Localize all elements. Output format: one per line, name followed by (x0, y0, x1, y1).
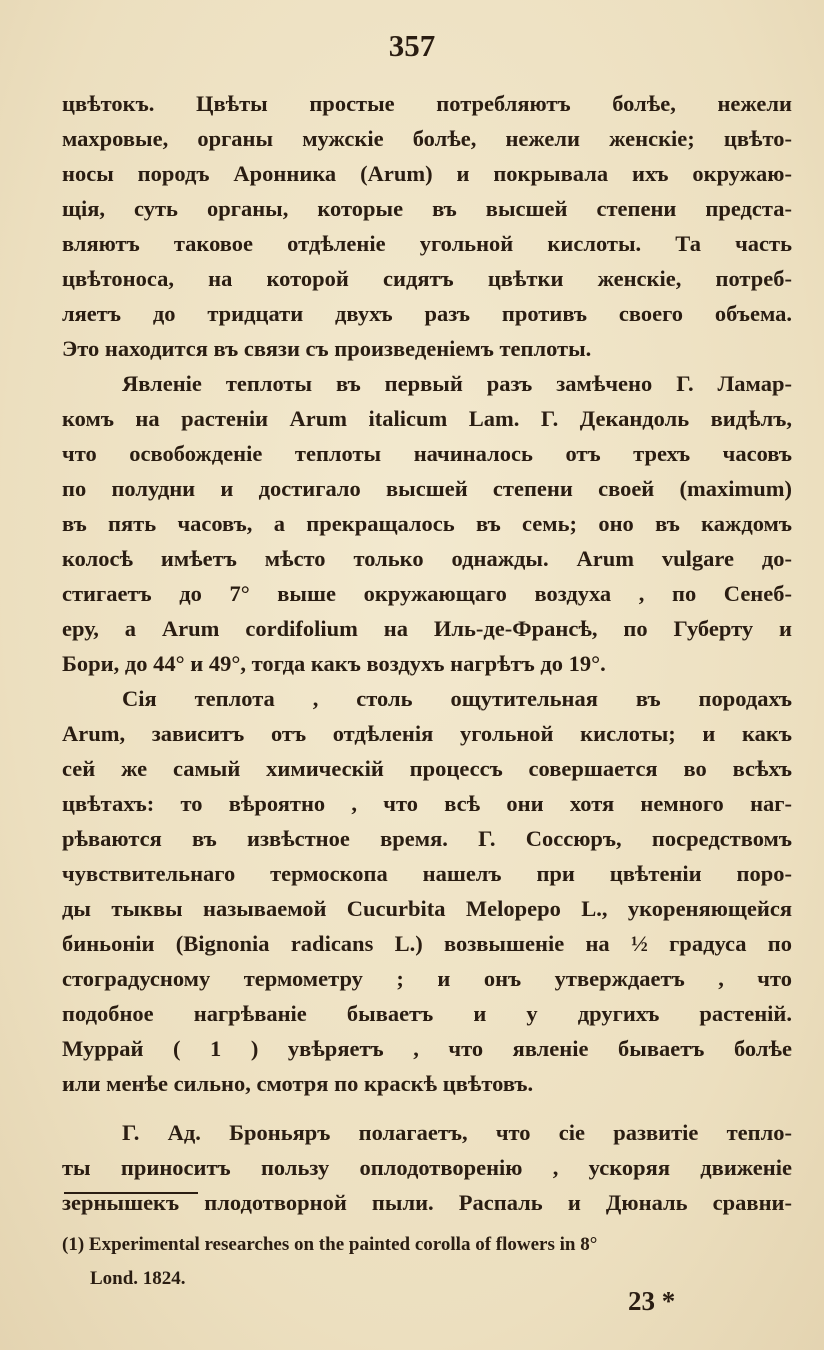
body-text (62, 86, 792, 1220)
text-line: щія, суть органы, которые въ высшей степени предста- (62, 196, 792, 221)
text-line: рѣваются въ извѣстное время. Г. Соссюръ, посредствомъ (62, 826, 792, 851)
text-line: сей же самый химическій процессъ совершается во всѣхъ (62, 756, 792, 781)
paragraph-2 (62, 366, 792, 681)
text-line: махровые, органы мужскіе болѣе, нежели женскіе; цвѣто- (62, 126, 792, 151)
text-line: зернышекъ плодотворной пыли. Распаль и Дюналь сравни- (62, 1190, 792, 1215)
footnote-line: (1) Experimental researches on the painted corolla of flowers in 8° (62, 1234, 598, 1255)
paragraph-3 (62, 681, 792, 1101)
text-line: или менѣе сильно, смотря по краскѣ цвѣтовъ. (62, 1071, 534, 1096)
text-line: биньоніи (Bignonia radicans L.) возвышеніе на ½ градуса по (62, 931, 792, 956)
text-line: по полудни и достигало высшей степени своей (maximum) (62, 476, 792, 501)
text-line: комъ на растеніи Arum italicum Lam. Г. Декандоль видѣлъ, (62, 406, 792, 431)
text-line: вляютъ таковое отдѣленіе угольной кислоты. Та часть (62, 231, 792, 256)
paragraph-4 (62, 1115, 792, 1220)
paragraph-spacer (62, 1101, 792, 1115)
text-line: подобное нагрѣваніе бываетъ и у другихъ растеній. (62, 1001, 792, 1026)
text-line: Явленіе теплоты въ первый разъ замѣчено Г. Ламар- (122, 371, 792, 396)
text-line: цвѣтоноса, на которой сидятъ цвѣтки женскіе, потреб- (62, 266, 792, 291)
text-line: что освобожденіе теплоты начиналось отъ трехъ часовъ (62, 441, 792, 466)
signature-mark: 23 * (628, 1286, 676, 1316)
footnote (62, 1228, 792, 1296)
footnote-line: Lond. 1824. (90, 1268, 186, 1289)
text-line: Это находится въ связи съ произведеніемъ теплоты. (62, 336, 592, 361)
text-line: Муррай ( 1 ) увѣряетъ , что явленіе бываетъ болѣе (62, 1036, 792, 1061)
text-line: ляетъ до тридцати двухъ разъ противъ своего объема. (62, 301, 792, 326)
text-line: стигаетъ до 7° выше окружающаго воздуха , по Сенеб- (62, 581, 792, 606)
text-line: колосѣ имѣетъ мѣсто только однажды. Arum vulgare до- (62, 546, 792, 571)
text-line: чувствительнаго термоскопа нашелъ при цвѣтеніи поро- (62, 861, 792, 886)
text-line: ды тыквы называемой Cucurbita Melopepo L., укореняющейся (62, 896, 792, 921)
text-line: еру, а Arum cordifolium на Иль-де-Франсѣ, по Губерту и (62, 616, 792, 641)
text-line: Сія теплота , столь ощутительная въ породахъ (122, 686, 792, 711)
footnote-divider (64, 1192, 198, 1194)
text-line: ты приноситъ пользу оплодотворенію , ускоряя движеніе (62, 1155, 792, 1180)
text-line: Бори, до 44° и 49°, тогда какъ воздухъ нагрѣтъ до 19°. (62, 651, 606, 676)
text-line: носы породъ Аронника (Arum) и покрывала ихъ окружаю- (62, 161, 792, 186)
text-line: стоградусному термометру ; и онъ утверждаетъ , что (62, 966, 792, 991)
page-number: 357 (388, 28, 436, 63)
text-line: въ пять часовъ, а прекращалось въ семь; оно въ каждомъ (62, 511, 792, 536)
text-line: цвѣтахъ: то вѣроятно , что всѣ они хотя немного наг- (62, 791, 792, 816)
text-line: Г. Ад. Броньяръ полагаетъ, что сіе развитіе тепло- (122, 1120, 792, 1145)
text-line: Arum, зависитъ отъ отдѣленія угольной кислоты; и какъ (62, 721, 792, 746)
paragraph-1 (62, 86, 792, 366)
text-line: цвѣтокъ. Цвѣты простые потребляютъ болѣе, нежели (62, 91, 792, 116)
